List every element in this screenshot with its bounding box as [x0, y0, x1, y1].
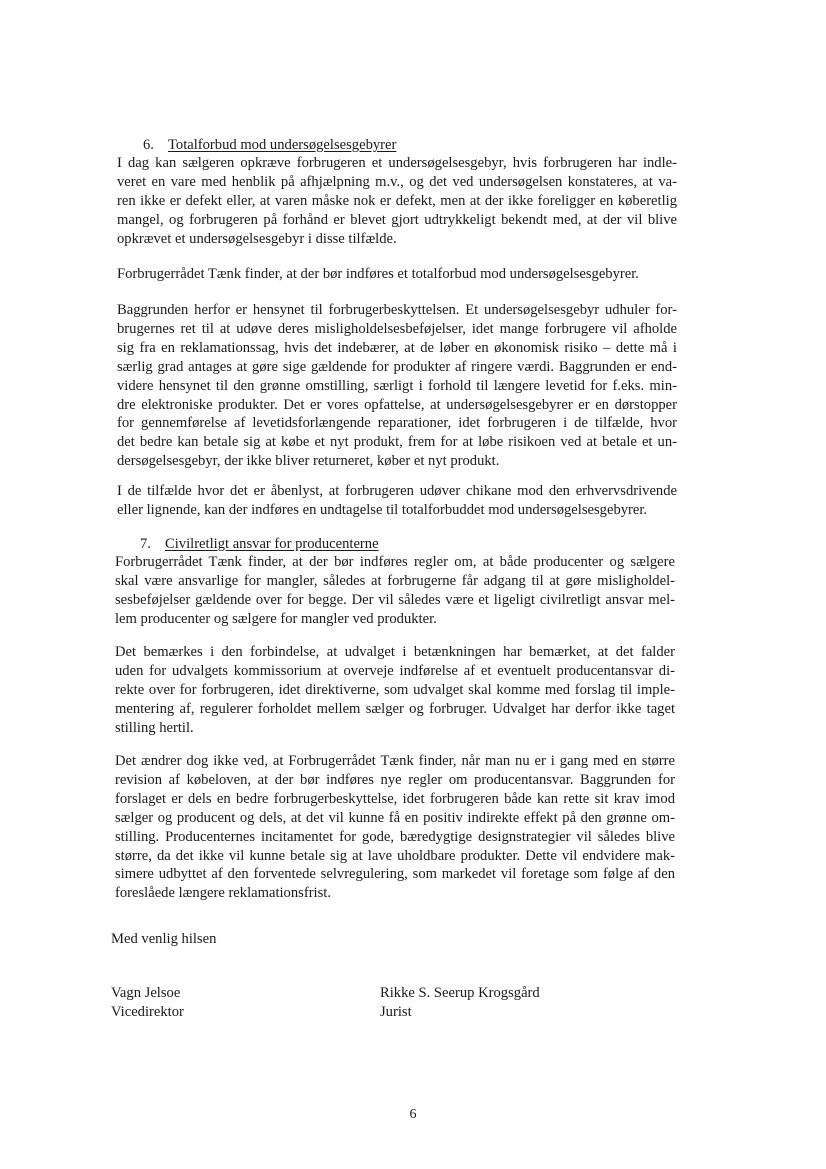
- text-line: for gennemførelse af levetidsforlængende reparationer, idet forbrugeren i de tilfælde, hvor: [117, 415, 677, 432]
- text-line: uden for udvalgets kommissorium at overveje indførelse af et eventuelt producentansvar di-: [115, 662, 675, 679]
- text-line: simere udbyttet af den forventede selvregulering, som markedet vil foretage som følge af den: [115, 866, 675, 883]
- text-line: videre hensynet til den grønne omstilling, særligt i forhold til længere levetid for f.eks. min-: [117, 377, 677, 394]
- text-line: Forbrugerrådet Tænk finder, at der bør indføres regler om, at både producenter og sælgere: [115, 554, 675, 570]
- signatory-name: Rikke S. Seerup Krogsgård: [380, 985, 540, 1001]
- text-line: I de tilfælde hvor det er åbenlyst, at forbrugeren udøver chikane mod den erhvervsdrivende: [117, 483, 677, 499]
- section-title: Civilretligt ansvar for producenterne: [165, 536, 379, 552]
- text-line: Forbrugerrådet Tænk finder, at der bør indføres et totalforbud mod undersøgelsesgebyrer.: [117, 266, 639, 282]
- text-line: Det bemærkes i den forbindelse, at udvalget i betænkningen har bemærket, at det falder: [115, 644, 675, 660]
- text-line: rekte over for forbrugeren, idet direktiverne, som udvalget skal komme med forslag til imple-: [115, 681, 675, 698]
- section-title: Totalforbud mod undersøgelsesgebyrer: [168, 137, 397, 153]
- section-heading-7: [140, 535, 379, 554]
- text-line: stilling. Producenternes incitamentet for gode, bæredygtige designstrategier vil således blive: [115, 828, 675, 845]
- signatory-title: Vicedirektor: [111, 1004, 184, 1020]
- text-line: eller lignende, kan der indføres en undtagelse til totalforbuddet mod undersøgelsesgebyrer.: [117, 501, 648, 518]
- text-line: I dag kan sælgeren opkræve forbrugeren et undersøgelsesgebyr, hvis forbrugeren har indle-: [117, 155, 677, 171]
- text-line: forslaget er dels en bedre forbrugerbeskyttelse, idet forbrugeren både kan rette sit krav imod: [115, 790, 675, 807]
- paragraph: [115, 643, 675, 738]
- paragraph: [117, 265, 677, 284]
- text-line: brugernes ret til at udøve deres misligholdelsesbeføjelser, idet mange forbrugere vil afholde: [117, 320, 677, 337]
- text-line: sælger og producent og dels, at det vil kunne få en positiv indirekte effekt på den grønne om-: [115, 809, 675, 826]
- signature-block: [380, 984, 540, 1022]
- text-line: opkrævet et undersøgelsesgebyr i disse tilfælde.: [117, 230, 397, 247]
- text-line: Baggrunden herfor er hensynet til forbrugerbeskyttelsen. Et undersøgelsesgebyr udhuler for-: [117, 302, 677, 318]
- section-number: 6.: [143, 137, 154, 153]
- text-line: veret en vare med henblik på afhjælpning m.v., og det ved undersøgelsen konstateres, at va-: [117, 173, 677, 190]
- text-line: Det ændrer dog ikke ved, at Forbrugerrådet Tænk finder, når man nu er i gang med en større: [115, 753, 675, 769]
- signatory-name: Vagn Jelsoe: [111, 985, 181, 1001]
- signatory-title: Jurist: [380, 1004, 412, 1020]
- paragraph: [117, 482, 677, 520]
- text-line: dre elektroniske produkter. Det er vores opfattelse, at undersøgelsesgebyrer er en dørstopper: [117, 396, 677, 413]
- text-line: særlig grad antages at gøre sige gældende for produkter af ringere værdi. Baggrunden er end-: [117, 358, 677, 375]
- signature-block: [111, 984, 184, 1022]
- paragraph: [117, 154, 677, 249]
- text-line: foreslåede længere reklamationsfrist.: [115, 885, 331, 902]
- text-line: mangel, og forbrugeren på forhånd er blevet gjort udtrykkeligt bekendt med, at der vil blive: [117, 211, 677, 228]
- closing-greeting: Med venlig hilsen: [111, 931, 217, 947]
- text-line: mentering af, regulerer forholdet mellem sælger og forbruger. Udvalget har derfor ikke taget: [115, 700, 675, 717]
- section-heading-6: [143, 136, 396, 155]
- text-line: ren ikke er defekt eller, at varen måske nok er defekt, men at der ikke foreligger en køberetlig: [117, 192, 677, 209]
- text-line: sesbeføjelser gældende over for begge. Der vil således være et ligeligt civilretligt ansvar mel-: [115, 591, 675, 608]
- page-number: 6: [409, 1107, 417, 1122]
- text-line: lem producenter og sælgere for mangler ved produkter.: [115, 610, 437, 627]
- text-line: stilling hertil.: [115, 719, 194, 736]
- text-line: større, da det ikke vil kunne betale sig at lave uholdbare produkter. Dette vil endvidere mak-: [115, 847, 675, 864]
- text-line: skal være ansvarlige for mangler, således at forbrugerne får adgang til at gøre misligholdel-: [115, 572, 675, 589]
- text-line: det bedre kan betale sig at købe et nyt produkt, frem for at løbe risikoen ved at betale et un-: [117, 434, 677, 451]
- paragraph: [115, 752, 675, 903]
- section-number: 7.: [140, 536, 151, 552]
- text-line: sig fra en reklamationssag, hvis det indebærer, at de løber en økonomisk risiko – dette må i: [117, 339, 677, 356]
- paragraph: [115, 553, 675, 629]
- text-line: dersøgelsesgebyr, der ikke bliver returneret, køber et nyt produkt.: [117, 453, 500, 470]
- text-line: revision af købeloven, at der bør indføres nye regler om producentansvar. Baggrunden for: [115, 771, 675, 788]
- paragraph: [117, 301, 677, 471]
